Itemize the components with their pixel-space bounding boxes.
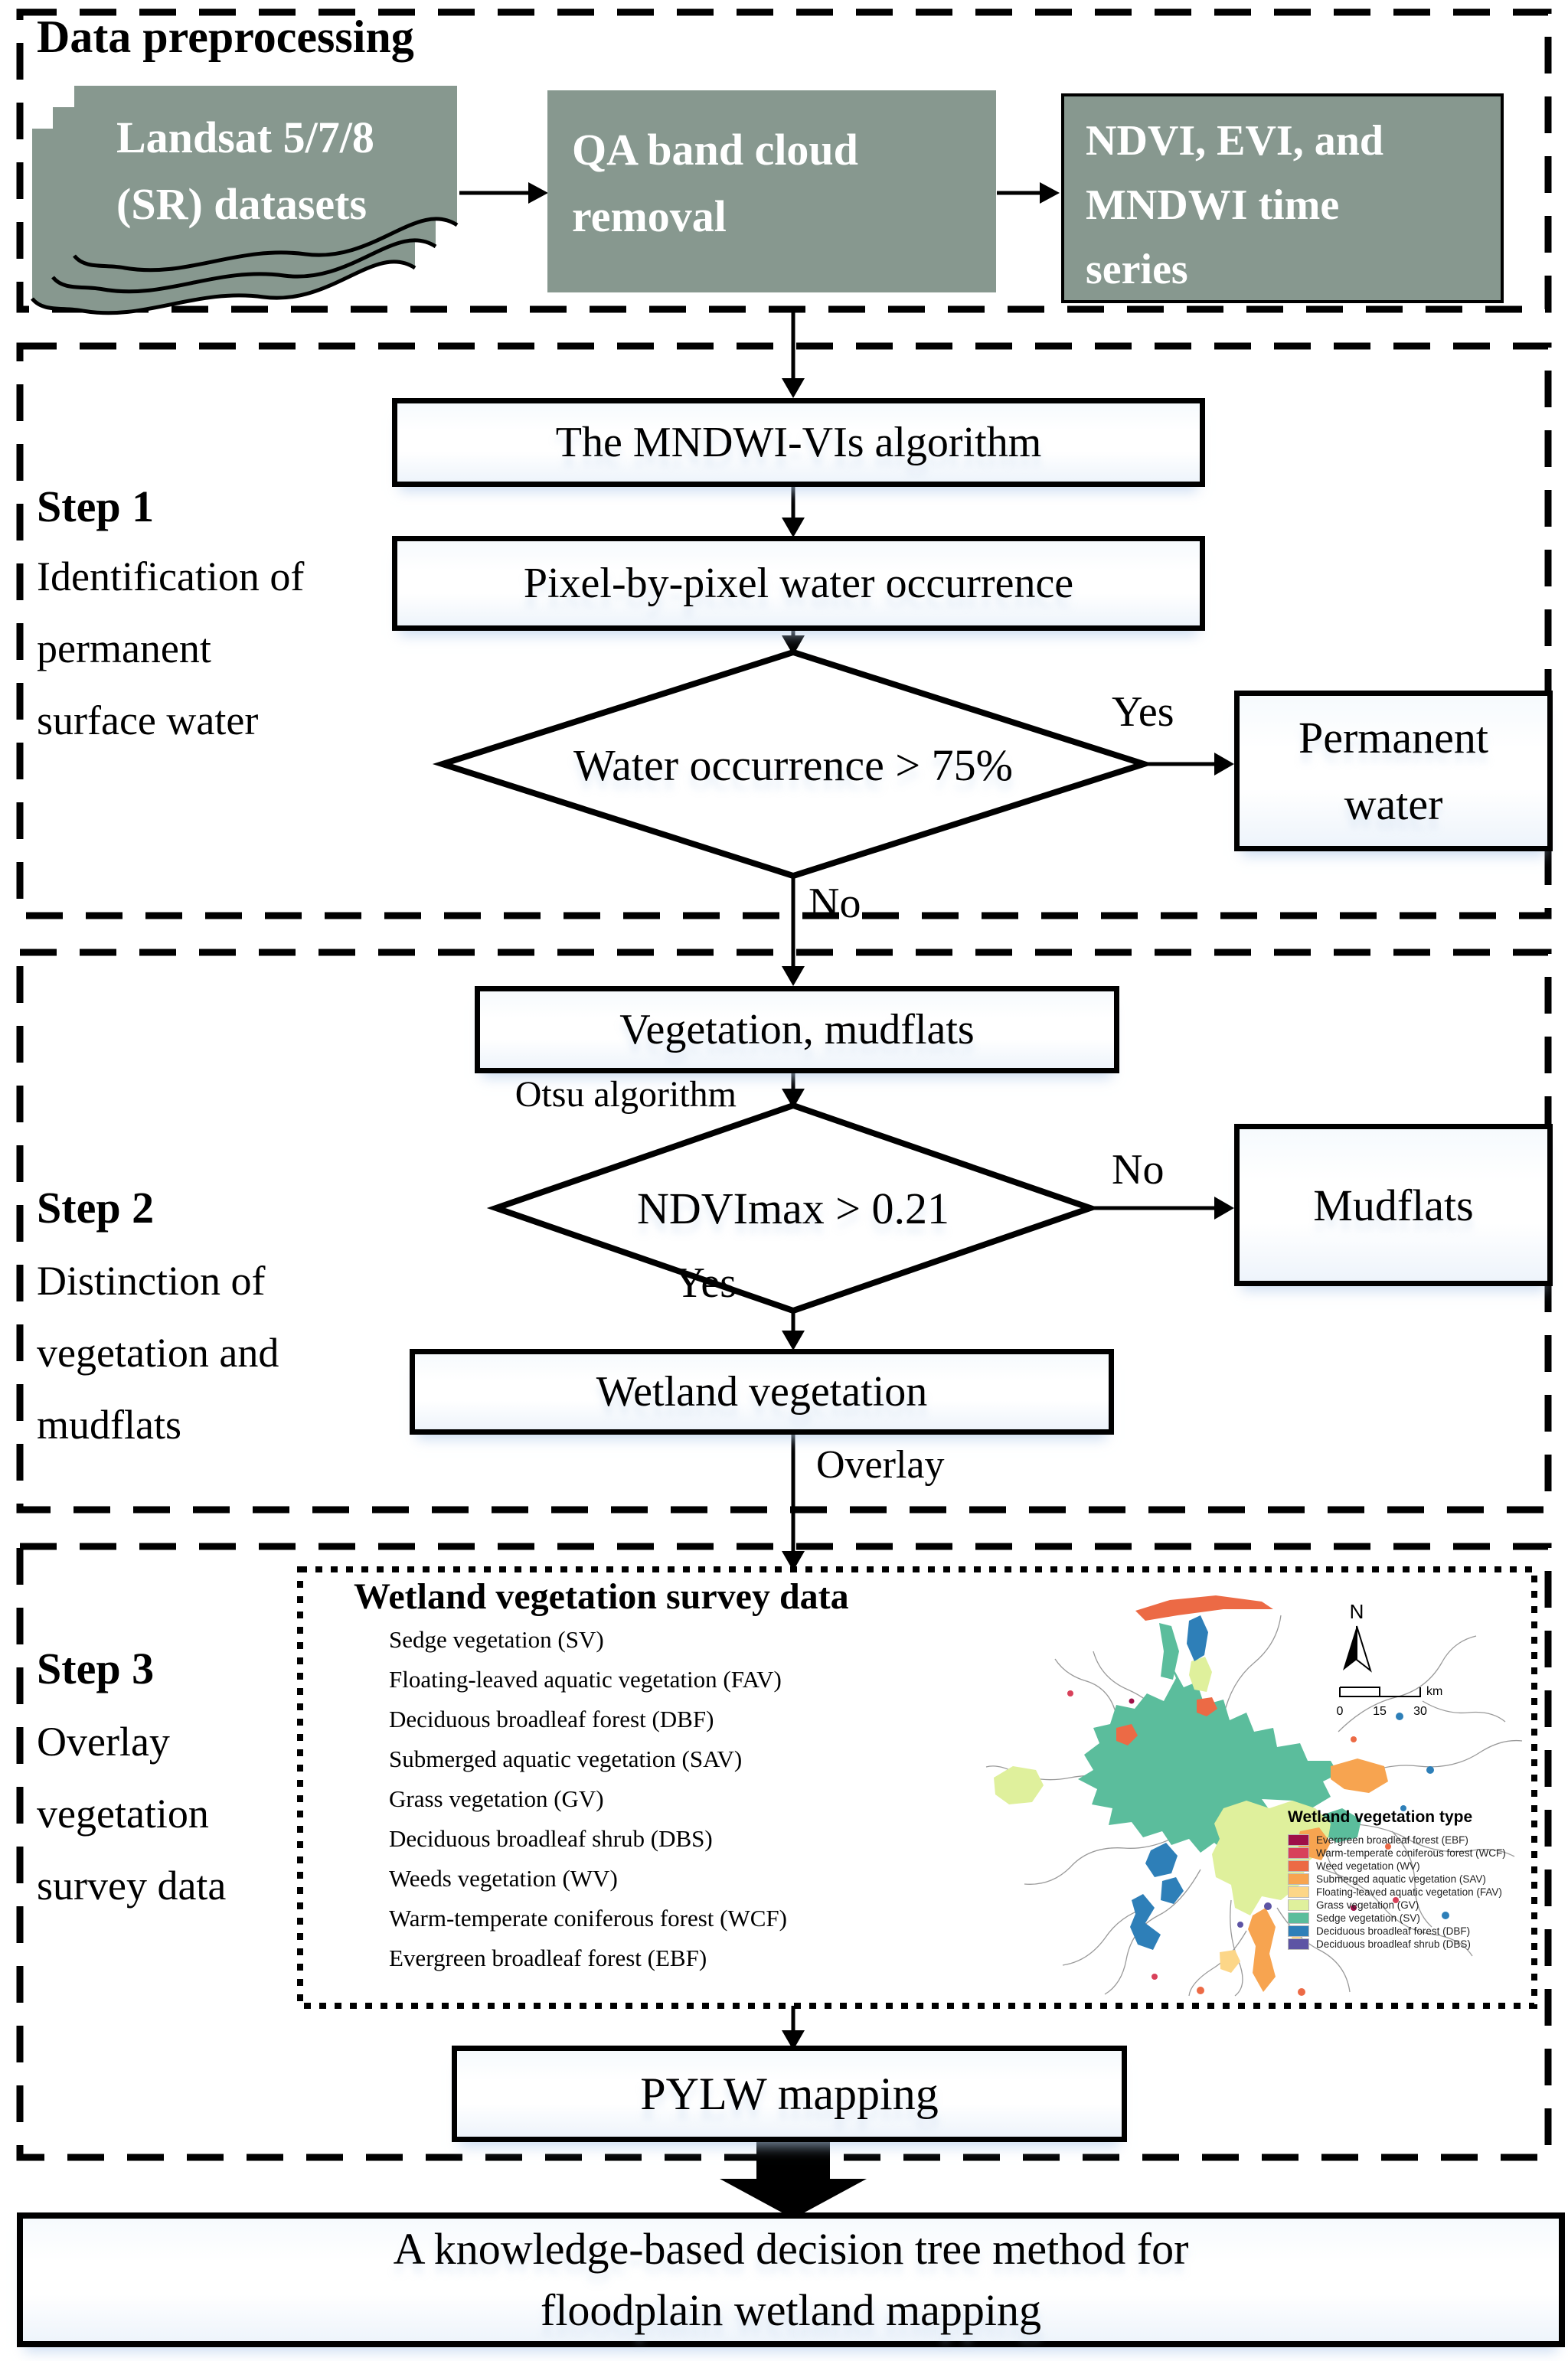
pixel-water-occurrence-label: Pixel-by-pixel water occurrence (523, 560, 1074, 607)
survey-item: Grass vegetation (GV) (389, 1785, 604, 1812)
landsat-line-2: (SR) datasets (116, 179, 368, 229)
map-region-grass-west (994, 1766, 1044, 1804)
legend-swatch (1288, 1847, 1309, 1859)
north-arrow-icon (1343, 1600, 1370, 1670)
legend-row (1288, 1847, 1540, 1860)
final-line-1: A knowledge-based decision tree method for (393, 2223, 1189, 2274)
survey-item: Evergreen broadleaf forest (EBF) (389, 1945, 707, 1971)
legend-row (1288, 1912, 1540, 1925)
final-line-2: floodplain wetland mapping (541, 2285, 1041, 2335)
legend-row (1288, 1860, 1540, 1873)
wetland-vegetation-box (410, 1349, 1114, 1435)
landsat-box-label (116, 104, 374, 237)
step3-description (37, 1706, 226, 1922)
legend-row (1288, 1925, 1540, 1938)
step1-desc-line-3: surface water (37, 697, 259, 743)
legend-label: Weed vegetation (WV) (1316, 1860, 1420, 1872)
vegetation-mudflats-box (475, 986, 1119, 1073)
step2-label: Step 2 (37, 1183, 155, 1233)
legend-row (1288, 1873, 1540, 1886)
otsu-algorithm-label: Otsu algorithm (514, 1074, 737, 1115)
legend-label: Warm-temperate coniferous forest (WCF) (1316, 1847, 1506, 1859)
legend-swatch (1288, 1912, 1309, 1924)
qa-line-1: QA band cloud (572, 125, 858, 175)
survey-item-list (389, 1626, 787, 1984)
survey-data-title: Wetland vegetation survey data (354, 1576, 849, 1617)
permanent-water-line-1: Permanent (1298, 713, 1489, 763)
north-label: N (1349, 1600, 1364, 1623)
map-region-sedge-arm (1159, 1623, 1179, 1680)
legend-swatch (1288, 1886, 1309, 1898)
ndvi-line-3: series (1086, 246, 1188, 293)
final-method-box (17, 2212, 1565, 2347)
step1-label: Step 1 (37, 482, 155, 531)
overlay-label: Overlay (816, 1443, 945, 1487)
legend-label: Deciduous broadleaf shrub (DBS) (1316, 1938, 1471, 1950)
step1-desc-line-1: Identification of (37, 554, 305, 599)
scale-unit: km (1426, 1685, 1443, 1698)
step2-description (37, 1245, 279, 1461)
legend-swatch (1288, 1873, 1309, 1885)
step3-desc-line-2: vegetation (37, 1791, 209, 1837)
map-region-sav-east (1331, 1759, 1388, 1793)
ndvi-time-series-box (1061, 93, 1504, 303)
block-arrow-down (720, 2134, 867, 2219)
map-region-dbf-2 (1161, 1877, 1184, 1904)
preprocessing-title: Data preprocessing (37, 11, 414, 62)
legend-label: Deciduous broadleaf forest (DBF) (1316, 1925, 1471, 1937)
scale-tick-0: 0 (1336, 1705, 1344, 1718)
step2-desc-line-2: vegetation and (37, 1330, 279, 1376)
legend-swatch (1288, 1834, 1309, 1846)
legend-row (1288, 1899, 1540, 1912)
step2-desc-line-1: Distinction of (37, 1258, 266, 1304)
legend-row (1288, 1886, 1540, 1899)
step1-description (37, 540, 304, 756)
legend-swatch (1288, 1899, 1309, 1911)
map-region-fav (1220, 1950, 1240, 1973)
legend-swatch (1288, 1938, 1309, 1950)
step1-desc-line-2: permanent (37, 625, 211, 671)
map-legend (1288, 1808, 1540, 1951)
step2-yes-label: Yes (674, 1259, 737, 1307)
survey-item: Warm-temperate coniferous forest (WCF) (389, 1905, 787, 1932)
legend-label: Sedge vegetation (SV) (1316, 1912, 1420, 1924)
survey-item: Deciduous broadleaf shrub (DBS) (389, 1825, 713, 1852)
ndvi-line-1: NDVI, EVI, and (1086, 117, 1383, 165)
scale-bar (1340, 1687, 1420, 1696)
legend-swatch (1288, 1860, 1309, 1872)
scale-tick-30: 30 (1413, 1705, 1427, 1718)
survey-item: Deciduous broadleaf forest (DBF) (389, 1706, 714, 1732)
mudflats-box (1234, 1124, 1553, 1286)
mudflats-label: Mudflats (1313, 1180, 1474, 1230)
step1-yes-label: Yes (1112, 688, 1174, 736)
diamond2-text: NDVImax > 0.21 (636, 1183, 950, 1233)
step3-label: Step 3 (37, 1644, 155, 1693)
survey-item: Floating-leaved aquatic vegetation (FAV) (389, 1666, 782, 1693)
scale-tick-15: 15 (1373, 1705, 1387, 1718)
survey-item: Weeds vegetation (WV) (389, 1865, 618, 1892)
pylw-mapping-label: PYLW mapping (640, 2068, 939, 2119)
wetland-vegetation-label: Wetland vegetation (596, 1368, 928, 1416)
legend-row (1288, 1938, 1540, 1951)
map-region-dbf-1 (1145, 1843, 1178, 1877)
legend-title: Wetland vegetation type (1288, 1808, 1473, 1826)
vegetation-mudflats-label: Vegetation, mudflats (619, 1006, 975, 1053)
step2-desc-line-3: mudflats (37, 1402, 181, 1448)
legend-swatch (1288, 1925, 1309, 1937)
legend-label: Evergreen broadleaf forest (EBF) (1316, 1834, 1468, 1846)
legend-label: Floating-leaved aquatic vegetation (FAV) (1316, 1886, 1502, 1898)
step2-no-label: No (1112, 1146, 1165, 1194)
legend-label: Grass vegetation (GV) (1316, 1899, 1419, 1911)
qa-line-2: removal (572, 191, 727, 241)
survey-item: Sedge vegetation (SV) (389, 1626, 604, 1653)
step3-desc-line-1: Overlay (37, 1719, 170, 1765)
qa-cloud-removal-box (547, 90, 996, 292)
legend-row (1288, 1834, 1540, 1847)
mndwi-algorithm-box (392, 398, 1205, 487)
map-region-dbf-north (1187, 1615, 1208, 1661)
permanent-water-box (1234, 691, 1553, 851)
map-region-dbf-3 (1130, 1894, 1161, 1950)
pixel-water-occurrence-box (392, 536, 1205, 631)
permanent-water-line-2: water (1344, 779, 1443, 829)
ndvi-line-2: MNDWI time (1086, 181, 1340, 229)
map-region-sav-south (1248, 1908, 1276, 1992)
map-region-wv-top (1135, 1595, 1273, 1621)
legend-label: Submerged aquatic vegetation (SAV) (1316, 1873, 1486, 1885)
mndwi-algorithm-label: The MNDWI-VIs algorithm (555, 419, 1042, 466)
step3-desc-line-3: survey data (37, 1863, 227, 1909)
pylw-mapping-box (452, 2046, 1127, 2142)
step1-no-label: No (808, 880, 861, 927)
landsat-line-1: Landsat 5/7/8 (116, 113, 374, 162)
diamond1-text: Water occurrence > 75% (573, 740, 1013, 790)
survey-item: Submerged aquatic vegetation (SAV) (389, 1745, 743, 1772)
